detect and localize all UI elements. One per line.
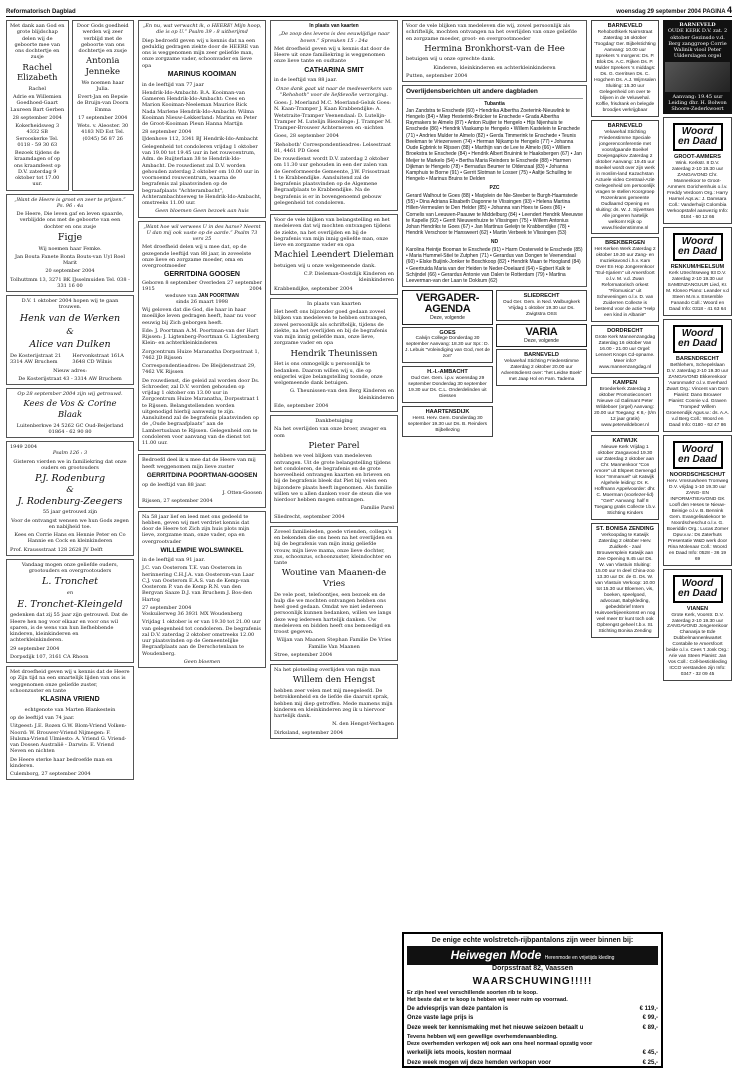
ad-corr: 'Rehoboth' Correspondentieadres: Lelsestraat 81, 4461 PD Goes [274,141,391,154]
woord-daad-renkum [663,227,732,316]
ad-name-2: Alice van Dulken [29,339,111,351]
list-tubantia: Jan Zandstra te Enschede (60) • Hendrika Albertha Zoeterink-Nieuwlink te Hengelo (84) • Miep Hesterink-Brücker te Enschede • Grada Albertha Raymakers te Almelo (87) • Anton Ruijter te Hengelo • Hijs Nijenhuis te Enschede (86) • Hendrik Vlaskamp te Hengelo • Willem Kastelein te Enschede (71) • Andries Mulder te Almelo (82) • Gerda Timmerink te Enschede • Teunis Beekman te Vriezenveen (74) • Herman Nijkamp te Hengelo (77) • Johanna Oude Egbrink te Rijssen (88) • Marthijn van de Lee te Almelo (66) • Willem Broekstra te Enschede (84) • Hendrik Albert Bruinink te Haaksbergen (67) • Jan Meijer te Markelo (54) • Bertha Maria Reinders te Enschede (88) • Harmen Dijkman te Hengelo (78) • Bernadus Beumer te Oldenzaal (83) • Johanna Kamphuis te Borne (91) • Gerrit Slotman te Losser (75) • Aaltje Schuiling te Hengelo • Marinus Bruins te Delden [406,107,582,183]
ad-name-1: Henk van de Werken [19,312,121,324]
ad-from: N. den Hengst-Verhagen [332,721,394,728]
ad-age: op de leeftijd van 74 jaar. [10,715,75,722]
ad-date: 20 september 2004 [45,268,95,275]
ad-line-2: Het beste dat er te koop is hebben wij weer ruim op voorraad. [407,996,568,1003]
event-title: VIANEN [686,605,709,612]
ad-foot: Geen bloemen [183,658,221,665]
ad-body: gedenken dat zij 55 jaar zijn getrouwd. Dat de Heere hen nog voor elkaar en voor ons wil sparen, is de wens van hun liefhebbende kinderen, kleinkinderen en achterkleinkinderen. [10,612,128,644]
column-6 [663,20,732,1064]
listing-title: BARNEVELD [524,352,559,359]
ad-family: Hendrik-Ido-Ambacht: B.A. Kooiman-van Gameren Hendrik-Ido-Ambacht: Cees en Marion Kooiman-Neeleman Maurice Rick Nada Marlene Hendrik-Ido-Ambacht: Wilma Kooiman Nieuw-Lekkerland: Marina en Peter de Groot-Kooiman Pleun Hanna Martijn [142,89,257,127]
ad-name-2: J. Rodenburg-Zeegers [17,495,123,507]
ad-name: Woutine van Maanen-de Vries [281,568,387,589]
agenda-title: VERGADER-AGENDA [415,292,480,316]
ad-sub: echtgenote van Marten Blankestein [24,706,116,713]
ad-family: J.C. van Oosterom T.E. van Oosterom in herinnering C.H.J.A. van Oosterom-van Laar C.J. van Oosterom E.A.S. van de Kemp-van Oosterom P. van de Kemp R.N. van den Bergvan Saaze D.J. van Bruchem J. Bos-den Hartog [142,565,255,603]
ad-from: J. Otten-Goosen [222,490,262,497]
ad-sub: Wij noemen haar Femke. [38,245,102,252]
ad-body-2: Wij geloven dat die God, die haar in haar moeilijke leven gedragen heeft, haar nu voor eeuwig bij Zich geborgen heeft. [142,307,257,326]
ad-family: G. Theunissen-van den Berg Kinderen en kleinkinderen [290,388,394,401]
agenda-right [496,290,587,440]
ad-date: 28 september 2004 [142,129,192,136]
ad-line-1: Er zijn heel veel verschillende soorten rib te koop. [407,990,538,996]
event-title: ST. BONISA ZENDING [596,525,654,532]
ad-family: C.P. Dieleman-Oostdijk Kinderen en kleinkinderen [303,271,394,284]
ad-name: Hermina Bronkhorst-van de Hee [424,43,565,54]
obituary-goosen [138,221,266,452]
column-5 [591,20,659,928]
ad-line-8: werkelijk iets moois, kosten normaal [407,1050,512,1056]
ad-body: Na het overlijden van onze broer, zwager en oom [274,426,387,439]
event-kampen [591,377,659,432]
ad-date: Goes, 28 september 2004 [274,133,339,140]
ad-name-2: E. Tronchet-Kleingeld [17,598,123,610]
agenda-row [402,290,587,440]
ad-parents: Evert-Jan en Bepsie de Bruijn-van Doorn Emma [77,94,129,113]
ad-intro: Gisteren vierden we in familiekring dat onze ouders en grootouders [13,458,127,471]
ad-amp: en [66,590,74,597]
event-body: Kerk Utrechtseweg 93 D.V. zaterdag 2-10 19.30 uur SAMENZANGUUR Lied, Kr. M. Kloneo Piano: Leander v.d Steen M.m.v. Ensemble Fanando Coll.: Woord en Daad Info: 0318 - 41 63 64 [666,271,729,312]
ad-addr-3: De Kosterijstraat 43 - 3314 AW Bruchem [18,375,122,382]
ad-age: in de leeftijd van 91 jaar. [142,557,205,563]
ad-name: Machiel Leendert Dieleman [274,250,394,261]
ad-body: Diep bedroefd geven wij u kennis dat na een geduldig gedragen ziekte door de HEERE van ons is weggenomen mijn zeer geliefde man, onze zorgzame vader, schoonvader en lieve opa [142,37,259,69]
ad-line-3: De adviesprijs van deze pantalon is [407,1005,509,1012]
performers-photo [665,62,730,92]
ad-name: Hendrik Theunissen [290,348,378,359]
listing-barneveld-veluwehal [496,349,587,386]
listing-h-i-ambacht [402,366,493,403]
ad-price-row-5 [407,1060,658,1068]
ad-amp: & [66,484,74,495]
event-body: Verkoopdag te Katwijk Zaterdag 2 oktober Herv. Zuidkerk - zaal Brouwersplein Katwijk aan Zee Opening 9.45 uur Ds. W. van Vlastuin Sluiting: 15.00 uur In deel China-zoo 13.30 uur Dr. de G. Ds. W. van Vlastuin Verkoop: 10.00 tot 15.30 uur Bloemen, vis, boeken, speelgoed, advocaat, Babykleding, gebedsbrief Intern Huisvoerbijeenkomst en nog veel meer Er kunt toch ook Opbrengst geheel t.b.v. St. Stichting Bonisa Zending [594,532,656,634]
heiwegen-mode-ad [402,932,663,1068]
thanks-parel [270,415,398,523]
ad-verse: Psalm 126 : 3 [52,450,88,457]
ad-date: 27 september 2004 [142,604,192,611]
ad-brand: Heiwegen Mode [450,947,542,962]
listing-title: HAARTENSDIJK [425,409,470,416]
ad-body-2: Gelegenheid tot condoleren vrijdag 1 oktober van 19.00 tot 19.45 uur in het rouwcentrum, Adm. de Ruijterlaan 38 te Hendrik-Ido-Ambacht. De rouwdienst zal D.V. worden gehouden zaterdag 2 oktober om 10.00 uur in voornoemd rouwcentrum, waarna de begrafenis zal plaatsvinden op de begraafplaats "Achterambacht", Achterambachtseweg te Hendrik-Ido-Ambacht, omstreeks 11.00 uur. [142,143,262,206]
ad-name-1: L. Tronchet [42,576,98,588]
list-nd: Karolina Heintje Booman te Enschede (91) • Harm Oosterveld te Enschede (85) • Maria Hummel-Stiel te Zutphen (71) • Gerardus van Dongen te Veenendaal (60) • Elske Buijink-Jonker te Boschkoop (82) • Hendrik Maan te Hoogland (84) • Geertruida Maria van der Heiden te Neder-Doelaard (64) • Egbert Kalk te Schijndel (66) • Gerardus Antonie van Dalen te Rotterdam (79) • Martina Leeverman-van der Laan te Dokkum (62) [406,246,583,284]
ad-addr: Zorgcentrum Huize Maranatha Dorpsstraat 1, 7462 JD Rijssen [142,348,260,361]
ad-addr: Dorpsstraat 82, Vaassen [492,964,573,972]
event-brekbergen [591,237,659,322]
ad-addr-1: De Kosterijstraat 21 3314 AW Bruchem [10,353,62,366]
ad-date: 17 september 2004 [78,114,128,121]
thanks-bronkhorst [402,20,587,82]
ad-name: GERRITDINA GOOSEN [164,271,240,279]
section-title: Overlijdensberichten uit andere dagbladen [406,88,538,96]
obituary-smit [270,20,398,211]
ad-sub: betuigen wij u onze oprechte dank. [406,56,496,63]
ad-name-1: P.J. Rodenburg [34,473,106,484]
ad-date: 28 september 2004 [12,114,62,121]
ad-warning: WAARSCHUWING!!!!! [472,975,593,987]
ad-body: Het heeft ons bijzonder goed gedaan zoveel blijken van medeleven te hebben ontvangen, zowel persoonlijk als schriftelijk, tijdens de ziekte, na het overlijden en bij de begrafenis van mijn innig geliefde man, onze lieve, zorgzame vader en opa [274,309,388,347]
column-4 [402,20,587,928]
ad-name: Figje [57,231,83,243]
birth-ad-figje [6,194,134,293]
ad-body-2: De vele post, telefoontjes, een bezoek en de hulp die we mochten ontvangen hebben ons heel goed gedaan. Omdat we niet iedereen persoonlijk kunnen bedanken, willen we langs deze weg iedereen hartelijk danken. Uw medeleven en bidden heeft ons bemoedigd en troost gegeven. [274,591,392,636]
obituary-poortman [138,454,266,507]
ad-body-3: De rouwdienst, die geleid zal worden door Ds. Schroeder, zal D.V. worden gehouden op vrijdag 1 oktober om 13.00 uur in Zorgcentrum Huize Maranatha, Dorpsstraat 1 te Rijssen. Belangstellenden worden uitgenodigd hierbij aanwezig te zijn. Aansluitend zal de begrafenis plaatsvinden op de „Oude begraafplaats” aan de Lambertuslaan te Rijssen. Gelegenheid om te condoleren voor aanvang van de dienst tot 11.00 uur. [142,377,260,446]
listing-title: GOES [439,329,456,336]
event-body: Grote Kerk Mannenzangdag Zaterdag 16 oktober Van 16.00 - 21.00 uur Orgel: Lennert Knops Cd-opname. Meer info? www.mannenzangdag.nl [594,335,656,371]
anniversary-ad-rodenburg [6,441,134,556]
ad-sub: 55 jaar getrouwd zijn [42,509,98,516]
ad-name: MARINUS KOOIMAN [167,70,237,78]
ad-names: Kees de Vos & Corine Blaak [23,399,117,420]
ad-husband: JAN POORTMAN [198,292,239,299]
ad-parents: Adrie en Willemien Goedhoed-Gaart Laureen Bart Gerben [10,94,65,113]
ad-line-4: Onze vaste lage prijs is [407,1015,474,1022]
event-body: Wink. Kerkstr. 8 D.V. zaterdag 2-10 19.30 uur ZANGAVOND Chr. Mannenkoor te Groot-Ammers Gorichemhuis o.l.v. Freddy Verdoorn Org.: Harry Harmel Aqs.w.: J. Damsara Coll.: Vanderhuijt Colombia Verkoopstafel aanwezig Info: 0184 - 60 12 66 [666,161,729,221]
event-title: KATWIJK [612,438,638,445]
ad-name: Antonia Jenneke [85,56,121,77]
woord-en-daad-logo: Woord en Daad [673,575,723,603]
listing-body: Veluwehal Stichting Friedenstimme Zaterdag 2 oktober 20.00 uur Adventsdienst over: "het Leidse Boek" met Jaap Hol en Fam. Tadema [500,359,583,383]
woord-en-daad-logo: Woord en Daad [673,233,723,261]
ad-date: Stree, september 2004 [274,651,333,658]
ad-price-8: € 45,- [642,1050,658,1056]
ad-born: Geboren 8 september 1915 [142,280,198,293]
ad-amp: & [66,326,74,337]
ad-body-2: hebben we veel blijken van medeleven ontvangen. Uit de grote belangstelling tijdens het condoleren, de begrafenis en de grote hoeveelheid ontvangen kaarten en brieven en bij de begrafenis bleek dat Piet bij velen een bijzondere plaats heeft ingenomen. Als familie willen we u allen danken voor de steun die we hierdoor hebben mogen ontvangen. [274,453,392,504]
ad-body-2: Vrijdag 1 oktober is er van 19.30 tot 21.00 uur van gelegenheid tot condoleren. De begrafenis zal D.V. zaterdag 2 oktober omstreeks 12.00 uur plaatsvinden op de Gemeentelijke Begraafplaats aan de Derschotenlaan te Woudenberg. [142,619,261,657]
event-title: RENKUM/HEELSUM [670,264,725,271]
ad-note: Bezoek tijdens de kraamdagen of op ons kraamfeest op D.V. zaterdag 9 oktober tot 17.00 uur. [13,150,61,188]
event-katwijk [591,435,659,520]
ad-body-2: hebben zeer velen met mij meegeleefd. De betrokkenheid en de liefde die daaruit sprak, hebben mij diep getroffen. Mede mamens mijn kinderen en kleinkinderen zeg ik u hiervoor hartelijk dank. [274,688,393,719]
ad-price-row-3 [407,1025,658,1033]
listing-goes [402,327,493,364]
list-pzc: Gerard Walhout te Goes (88) • Marjolein de Nie-Steeber te Burgh-Haamstede (55) • Dina Adriana Elisabeth Dagonne te Vlissingen (93) • Helena Martina Hillen-Vermeulen te Den Helder (85) • Johanna van Hoes te Goes (86) • Cornelis van Leeuwen-Paauwe te Middelburg (84) • Leendert Hendrik Meeuwse te Kapelle (92) • Gerrit Nieuwenhuize te Vlissingen (75) • Willem Antonius Johan Hendriks te Goes (67) • Jan Martinus Geleijn te Krabbendijke (78) • Hendrik Verschoor te Hansweert (62) • Martin Verbeek te Vlissingen (53) [406,192,583,237]
ad-line-9: Deze week mogen wij deze hemden verkopen voor [407,1059,552,1066]
column-2 [138,20,266,1064]
event-title: DORDRECHT [607,328,643,335]
page-header [6,2,732,17]
obituary-wolswinkel [138,511,266,668]
event-body: Het Kerken Werk Zaterdag 2 oktober 19.30 uur Zang- en muziekavond i.h.v. Kam Over En Hop Jongerenkoor "Eul-Sjariem" uit Amersfoort o.l.v. M. v.d. Zwan Reformatorisch orkest "Filomusica" uit Scheveningen o.l.v. D. van Zuiderren Collecte is bestemd voor de actie "Help een kind in Albanië" [594,247,656,319]
listing-title: SLIEDRECHT [523,293,560,300]
listing-title: H.-I.-AMBACHT [427,369,468,376]
event-title: BARNEVELD [607,122,643,129]
ad-date: Sliedrecht, september 2004 [274,513,345,520]
column-3 [270,20,398,1064]
ad-quote: „Want de Heere is groot en zeer te prijzen.” Ps. 96 : 4a [14,196,126,209]
ad-foot: Geen bloemen Geen bezoek aan huis [155,208,249,215]
ad-died: Overleden 27 september 2004 [199,280,262,293]
ad-name: Pieter Parel [308,440,360,451]
page-date [616,5,732,17]
source-tubantia: Tubantia [484,101,505,108]
event-title: BARNEVELD [679,22,716,28]
varia-header [496,324,587,347]
event-body: Rehobothkerk Nairnstraat Zaterdag 16 oktober 'Toogdag' Ger. Bijbelstichting Aanvang: 10.00 uur Sprekers 's morgens: Ds. P. Blok Ds. A.C. Rijken Ds. P. Mulder Sprekers 's middags: Ds. G. Gerritsen Ds. C. Hogchem Ds. A.J. Wijmsalen Sluiting: 15.30 uur Gelegenheid om over te blijven in de Veluwehal. Koffie, frisdrank en belegde broodjes verkrijgbaar [594,29,656,113]
agenda-sub: Deze, volgende [430,315,465,322]
ad-date: Putten, september 2004 [406,72,468,79]
event-dordrecht [591,325,659,374]
ad-addr: Kokerheidsweg 3 4332 SB Serooskerke Tel. 0118 - 59 30 63 [15,123,60,148]
event-title: NOORDSCHESCHUT [669,471,726,478]
ad-sub: betuigen wij u onze welgemeende dank. [274,262,376,269]
listing-body: Herst. Herv. Gem. Donderdag 30 september 19.30 uur Ds. B. Reinders Bijbellezing [407,416,488,434]
ad-newaddr: Nieuw adres: [53,367,87,374]
event-title: BARNEVELD [607,23,643,29]
ad-body: Voor de ontvangst wensen we hun Gods zegen en nabijheid toe. [11,517,129,530]
ad-age: in de leeftijd van 77 jaar [142,81,204,88]
ad-note: De Heere sterke haar bedroefde man en kinderen. [10,756,113,769]
ad-body: Met droefheid geven wij u kennis dat door de Heere uit onze familiekring is weggenomen onze lieve tante en oudtante [274,45,390,65]
ad-price-9: € 25,- [642,1059,658,1066]
woord-en-daad-logo: Woord en Daad [673,325,723,353]
anniversary-ad-tronchet [6,559,134,663]
ad-headline: De enige echte wolstretch-rijbpantalons zijn weer binnen bij: [431,937,634,944]
thanks-van-maanen [270,526,398,661]
ad-price-row-1 [407,1006,658,1014]
ad-price-row-2 [407,1015,658,1023]
ad-brand-bar [407,946,658,965]
woord-daad-vianen [663,569,732,682]
event-body: Herv. Vmsruwheen Tromweg D.V. vrijdag 1-10 19.30 uur ZANG- EN INFORMATIEAVOND GK Loofl den Heses te Nieuw-Beinige o.l.v. B. Bennink Gem. Evangelisatiekoor te Noordscheschut o.l.v. G. Boeriddin Org.: Lucas Zomer Dpw.v.w.: Ds Zaterhuts Presentatie W&D werk door Rina Molenaar Coll.: Woord en Daad Info: 0528 - 36 19 69 [666,478,729,562]
page-number: 4 [726,4,732,15]
ad-body: Bedroefd deel ik u mee dat de Heere van mij heeft weggenomen mijn lieve zuster [142,457,256,470]
ad-body: Na 58 jaar lief en leed met ons gedeeld te hebben, geven wij met verdriet kennis dat door de Heere tot Zich zijn huis plots mijn lieve, zorgzame man, onze vader, opa en overgrootvader [142,513,250,545]
ad-age: op de leeftijd van 88 jaar. [142,481,207,488]
ad-quote: „En nu, wat verwacht ik, o HEERE! Mijn hoop, die is op U.” Psalm 39 : 8 uitberijmd [142,23,262,36]
event-body: Broederkerk Zaterdag 2 oktober Promotieconcert Nieuwe cd Galimant Peter Wildeboer (orgel) Aanvang: 20.00 uur Toegang: € 8,- (t/m 12 jaar gratis) www.peterwildeboer.nl [594,387,656,429]
event-sub: Aanvang: 19.45 uur Leiding dhr. H. Bolwon Shoore-Zederkwoert [668,93,727,112]
ad-title: Dankbetuiging [315,418,353,424]
ad-since: sinds 26 maart 1998 [175,298,229,305]
event-barneveld-oude-kerk [663,20,732,114]
ad-sub: We noemen haar Julia. [81,79,125,92]
listing-body: Oud Ger. Gem. in Ned. Walburgkerk Vrijdag 1 oktober 19.30 uur Ds. Zwigtstra OSS [502,300,581,318]
ad-tagline: Herenmode en vrijetijds kleding [544,954,615,961]
ad-addr: Tolhuttmm 13, 3271 BK IJsselmuiden Tel. 038 - 331 16 00 [10,276,130,289]
ad-price-row-4 [407,1050,658,1058]
agenda-header [402,290,493,324]
ad-dates [142,280,262,293]
wedding-ad-kees [6,388,134,438]
wedding-ad-henk [6,295,134,385]
event-body: Bethlehem, Schepelslaan D.V. zaterdag 2-10 19.30 uur ZANGAVOND Ekkerenkoor 'Aaronmarkt' o.l.v. Everhard Zwart Org.: Vincent van Dorn Pianist: Dano Brouwer Pianist: Connie v.d. Graven 'Tromped' Willem Groenendijk Agus.w.: ds. A.A. v.d Berg Coll.: Woord en Daad Info: 0180 - 62 47 86 [666,362,729,428]
event-title: GROOT-AMMERS [674,154,721,161]
ad-from: Familie Parel [360,505,394,512]
ad-line-7: Deze overhemden verkopen wij ook aan ons heel normaal opzatig voor [407,1041,593,1048]
ad-date: 29 september 2004 [10,645,60,652]
event-body: Grote Kerk, Voorstr. D.V. zaterdag 2-10 19.30 uur ZANGAVOND Jongerenkoor Chananja te Ede Dubbelmannenkwartet Contabile te Amersfoort beide o.l.v. Cees 't Jonk Org.: Arie van Steen Pianist: Jan Vos Coll.: Coll-bestickleding ICCO verstanden zijn Info: 0347 - 32 09 45 [666,612,729,678]
ad-name: Rachel Elizabeth [16,62,58,84]
ad-body: Met droefheid delen wij u mee dat, op de gezegende leeftijd van 88 jaar, in zoveelste onze lieve en zorgzame moeder, oma en overgrootmoeder [142,244,252,269]
ad-date: Rijssen, 27 september 2004 [142,498,213,505]
woord-daad-barendrecht [663,319,732,432]
ad-corr: Correspondentieadres: De Bleijdenstraat 29, 7462 VK Rijssen [142,363,256,376]
event-body: Nieuwe Kerk Vrijdag 1 oktober Zangavond 19.30 uur Zaterdag 2 oktober aan Chr. Mannenkoor "Con Amore" uit Elspeet Gemengd koor "Immanuel" uit Katwijk Algehele leiding: Dr. K. Hoffmann Appelvoorder: dhr. C. Moerman (voorlezer-lid) "Gert" Aanvang: half 8 Toegang gratis Collecte t.b.v. Stichting Kinders [594,445,656,516]
ad-age: in de leeftijd van 88 jaar. [274,77,337,84]
source-nd: ND [490,238,499,245]
ad-date: Krabbendijke, september 2004 [274,285,353,292]
ad-addr-2: Hervonkstraat 161A 3648 CD Wilnis [72,353,124,366]
birth-pair [6,20,134,194]
agenda-left [402,290,493,440]
obituary-kooiman [138,20,266,218]
ad-intro: Op 28 september 2004 zijn wij getrouwd. [17,391,123,397]
varia-title: VARIA [525,326,558,339]
ad-body-2: Het is ons onmogelijk u persoonlijk te bedanken. Daarom willen wij u, die op enigerlei wijze belangstelling toonde, onze welgemeende dank betuigen. [274,361,383,386]
woord-en-daad-logo: Woord en Daad [673,123,723,151]
thanks-dieleman [270,214,398,295]
header-date: woensdag 29 september 2004 PAGINA [616,8,726,15]
ad-body: Na het plotseling overlijden van mijn man [274,667,381,674]
event-st-bonisa [591,523,659,638]
ad-date: Dirksland, september 2004 [274,729,344,736]
ad-text: Met dank aan God en grote blijdschap delen wij de geboorte mee van ons dochtertje en zusje [10,23,65,61]
ad-sub: Onze dank gaat uit naar de medewerkers van "Rehoboth" voor de liefdevolle verzorging. [276,85,392,98]
event-title: BREKBERGEN [605,240,645,247]
ad-line-6: Tevens hebben wij een gewellige overhemdenaanbieding. [407,1034,558,1041]
ad-name: WILLEMPIE WOLSWINKEL [160,546,244,554]
ad-body-2: De rouwdienst wordt D.V. zaterdag 2 oktober om 11.30 uur gehouden in een der zalen van de Gereformeerde Gemeente, J.W. Frisostraat 1 te Krabbendijke. Aansluitend zal de begrafenis plaatsvinden op de Algemene Begraafplaats te Krabbendijke. Na de begrafenis is er in bovengenoemd gebouw gelegenheid tot condoleren. [274,156,390,206]
ad-body: Met droefheid geven wij u kennis dat de Heere op Zijn tijd na een smartelijk lijden van ons is weggenomen onze geliefde zuster, schoonzuster en tante [10,669,130,694]
ad-addr-row [10,353,130,366]
column-1 [6,20,134,1064]
listing-body: Calvijn College Donderdag 30 september Aanvang: 18.30 uur Spr.: D. J. Lebuis "Voleindiging van God, met de zon" [405,336,490,360]
birth-ad-antonia [72,20,135,191]
ad-years: 1949 2004 [10,444,38,450]
ad-intro: Vandaag mogen onze geliefde ouders, grootouders en overgrootouders [21,561,119,575]
ad-price-4: € 99,- [642,1015,658,1022]
event-body: Veluwehal Stichting Friedenstimme Speciale jongerenconferentie met voorafgaande Boeikel Doejesgapkov Zaterdag 2 oktober Aanvang: 19.45 uur Boeikel wordt over zijn werk in moslim-land Kazachstan Actuele video Centraal-Azië Gelegenheid om persoonlijk vragen te stellen Koorgroep Rozenkrans gemeente Oudlaamd Opening en sluiting: ds. W. J. Sijvertsen Alle jongeren hartelijk welkom! Kijk op www.friedenstimme.nl [595,129,655,231]
source-pzc: PZC [489,184,500,191]
ad-family: Kees en Corrie Hans en Hennie Peter en Co Hannie en Cock en kleinkinderen [14,532,126,545]
thanks-den-hengst [270,664,398,739]
event-body: OUDE KERK D.V. zat. 2 oktober Gezinsdo v.d. Berg zanggroep Corrie Walinik viool Peter Uilderslagen orgel [667,28,728,60]
event-barneveld-rehoboth [591,20,659,117]
ad-name: KLASINA VRIEND [40,696,100,704]
ad-addr: Voskuilerweg 36 3931 MX Woudenberg [142,611,243,617]
ad-body: Voor de vele blijken van belangstelling en het medeleven dat wij mochten ontvangen tijdens de ziekte, na het overlijden en bij de begrafenis van mijn innig geliefde man, onze lieve en zorgzame vader en opa [274,217,391,248]
ad-text: Door Gods goedheid werden wij zeer verblijd met de geboorte van ons dochtertje en zusje [76,23,129,54]
ad-intro: D.V. 1 oktober 2004 hopen wij te gaan trouwen. [21,298,119,311]
listing-sliedrecht [496,290,587,321]
ad-body: Voor de vele blijken van medeleven die wij, zowel persoonlijk als schriftelijk, mochten ontvangen na het overlijden van onze geliefde en zorgzame moeder, groot- en overgrootmoeder [406,23,577,42]
ad-line-5: Deze week ter kennismaking met het nieuwe seizoen betaalt u [407,1024,584,1031]
listing-haartensdijk [402,406,493,437]
ad-name: GERRITDINA POORTMAN-GOOSEN [146,471,258,479]
event-title: KAMPEN [612,380,638,387]
ad-title: In plaats van kaarten [307,300,361,307]
ad-name: CATHARINA SMIT [304,66,364,74]
ad-addr: Dorpsdijk 107, 3161 CA Rhoon [10,653,89,660]
event-title: BARENDRECHT [675,355,720,362]
paper-name: Reformatorisch Dagblad [6,8,76,15]
woord-daad-groot-ammers [663,117,732,224]
birth-ad-rachel [6,20,69,191]
ad-intro: De Heere, Die leven gaf en leven spaarde, verblijdde ons met de geboorte van een dochter en ons zusje [16,211,124,230]
ad-date: Ede, september 2004 [274,402,329,409]
varia-sub: Deze, volgende [524,338,559,345]
obituaries-other-papers [402,85,587,287]
ad-family: Uitgeest: J.E. Rozen G.W. Blom-Vriend Volken-Noord: W. Brouwer-Vriend Nijmegen: F. Hulsma-Vriend Ulmiesto: A. Vriend G. Vriend-van Dossen Australië - Darwin: E. Vriend Neven en nichten [10,723,127,755]
ad-price-5: € 89,- [642,1024,658,1031]
ad-family: Kinderen, kleinkinderen en achterkleinkinderen [433,64,556,71]
ad-parents: Jan Bouta Fanete Bonta Bouts-van Uyl Roel Marit [15,253,125,267]
event-barneveld-veluwehal [591,120,659,235]
ad-body: Zoveel familieleden, goede vrienden, collega's en bekenden die ons heen na het overlijden en bij de begrafenis van mijn innig geliefde vrouw, mijn lieve mama, onze lieve dochter, zus, schoonzus, schoonzuster, kleindochter en tante [274,528,393,567]
ad-family: Goes: J. Moerland M.C. Moerland-Geluk Goes: N. Kaan-Tramper J. Kaan Krabbendijke: A. Wetstraite-Tramper Veenendaal: D. Lutelijn-Tramper M. Lutelijn Biezelinge: J. Tramper M. Tramper-Brouwer Achterneven en -nichten [274,100,392,131]
listing-body: Oud Ger. Gem. i.p.v. woensdag 29 september Donderdag 30 september 19.30 uur Ds. C.L. Onderdelinden uit Giessen [408,376,487,400]
ad-addr: IJdenhove 112, 3341 BJ Hendrik-Ido-Ambacht [142,135,259,142]
ad-addr: Wets. v. Aleoster. 30 4183 ND Est Tel. (0345) 56 87 26 [77,123,129,142]
ad-quote: „De zoop des levens is des eeuwlijdige naar boven.” Spreuken 15 : 24a [278,31,390,44]
ad-addr: Luitenberkwe 24 5262 GC Oud-Beijerland 01864 - 62 90 80 [16,422,124,435]
woord-en-daad-logo: Woord en Daad [673,441,723,469]
ad-price-3: € 119,- [639,1005,658,1012]
ad-addr: Prof. Kraussstraat 128 2628 JV Delft [10,546,103,553]
obituary-klasina [6,666,134,780]
ad-quote: „Want hoe wil verwees U in des harse? Neemt U dan mij ook vaste op de aarde.” Psalm 73 vers 25 [143,223,261,242]
ad-family: Wiljan van Maanen Stephan Familie De Vries Familie Van Maanen [276,637,392,650]
ad-role: weduwe van [165,292,197,299]
ad-date: Culemborg, 27 september 2004 [10,771,91,778]
ad-title: In plaats van kaarten [309,23,359,29]
thanks-theunissen [270,298,398,412]
ad-name: Willem den Hengst [292,675,376,686]
woord-daad-noordscheschut [663,435,732,566]
ad-family: Ede: J. Poortman A.M. Poortman-van der Hart Rijssen: J. Ligtenberg-Poortman G. Ligtenberg Klein- en achterkleinkinderen [142,327,260,347]
ad-sub: Rachel [28,85,46,92]
